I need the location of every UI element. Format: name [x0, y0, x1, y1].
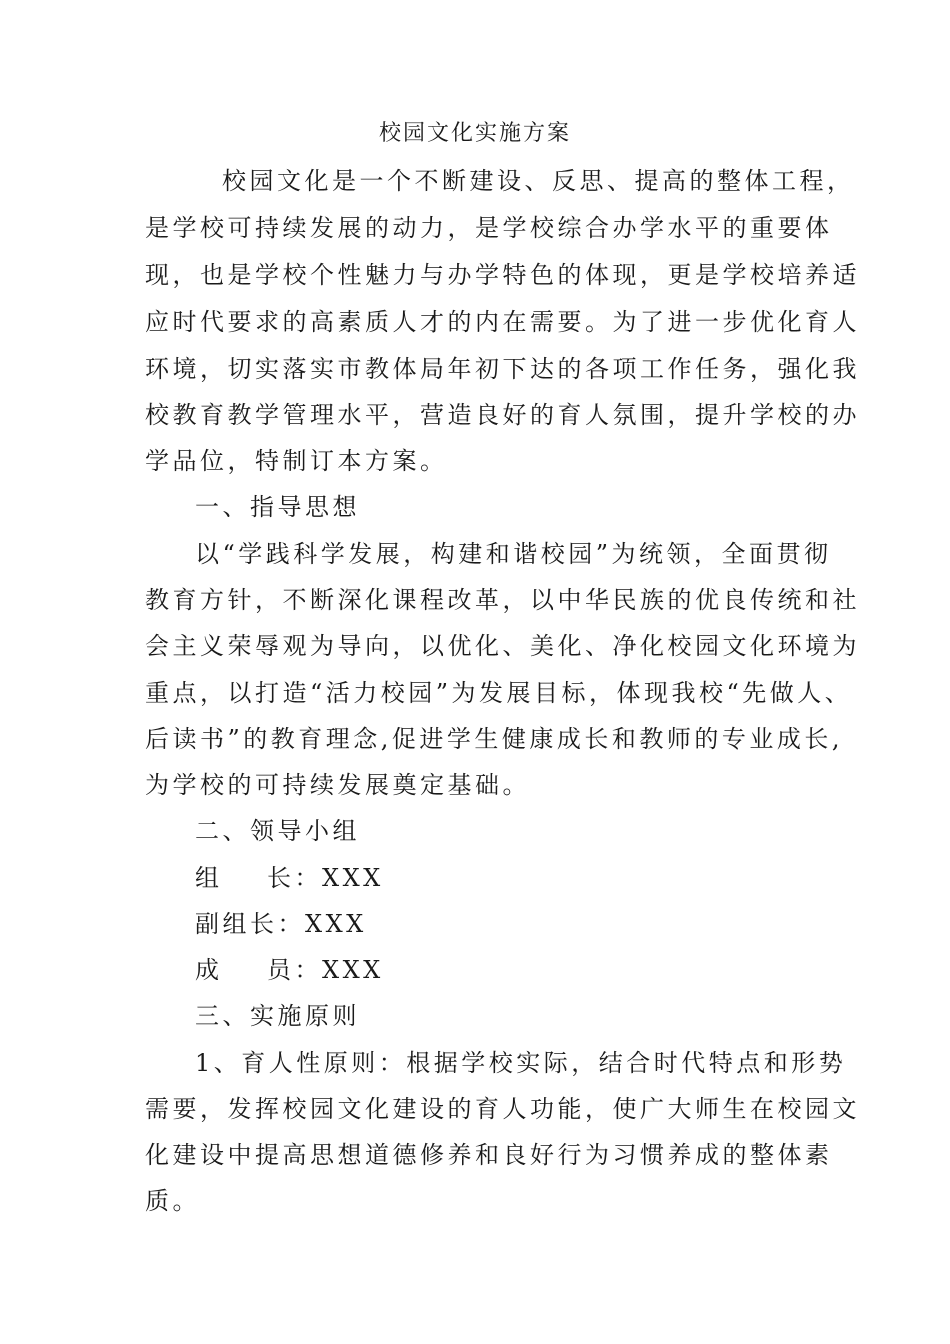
body-line: 为学校的可持续发展奠定基础。	[145, 771, 530, 799]
body-line: 学品位，特制订本方案。	[145, 447, 448, 475]
body-line: 化建设中提高思想道德修养和良好行为习惯养成的整体素	[145, 1141, 833, 1169]
body-line: 会主义荣辱观为导向，以优化、美化、净化校园文化环境为	[145, 632, 860, 660]
body-line: 是学校可持续发展的动力，是学校综合办学水平的重要体	[145, 214, 833, 242]
body-line: 教育方针，不断深化课程改革，以中华民族的优良传统和社	[145, 586, 860, 614]
body-line: 以“学践科学发展，构建和谐校园”为统领，全面贯彻	[195, 540, 832, 568]
body-line: 应时代要求的高素质人才的内在需要。为了进一步优化育人	[145, 308, 860, 336]
leader-row: 组 长：XXX	[195, 864, 384, 892]
document-title: 校园文化实施方案	[378, 121, 571, 146]
section-heading: 三、实施原则	[195, 1002, 360, 1030]
section-heading: 二、领导小组	[195, 817, 360, 845]
body-line: 校园文化是一个不断建设、反思、提高的整体工程，	[222, 167, 855, 195]
body-line: 1、育人性原则：根据学校实际，结合时代特点和形势	[195, 1049, 847, 1077]
body-line: 校教育教学管理水平，营造良好的育人氛围，提升学校的办	[145, 401, 860, 429]
leader-row: 副组长：XXX	[195, 910, 367, 938]
section-heading: 一、指导思想	[195, 493, 360, 521]
body-line: 质。	[145, 1187, 200, 1215]
leader-row: 成 员：XXX	[195, 956, 384, 984]
body-line: 重点，以打造“活力校园”为发展目标，体现我校“先做人、	[145, 679, 853, 707]
body-line: 环境，切实落实市教体局年初下达的各项工作任务，强化我	[145, 355, 860, 383]
body-line: 现，也是学校个性魅力与办学特色的体现，更是学校培养适	[145, 261, 860, 289]
body-line: 需要，发挥校园文化建设的育人功能，使广大师生在校园文	[145, 1095, 860, 1123]
body-line: 后读书”的教育理念,促进学生健康成长和教师的专业成长,	[145, 725, 844, 753]
